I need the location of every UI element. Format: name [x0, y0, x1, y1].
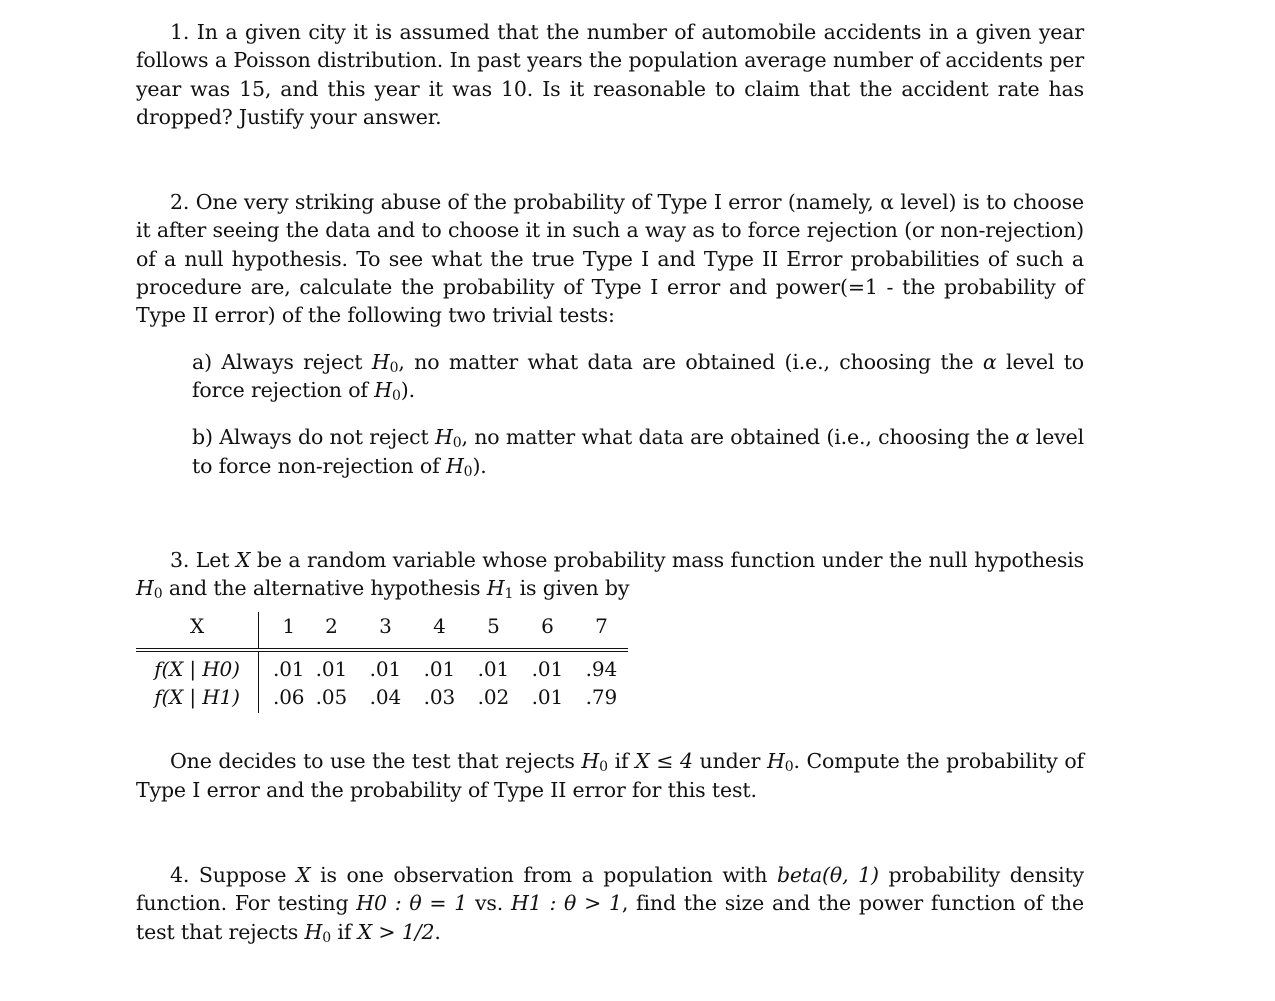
problem-3-intro-a: 3. Let: [170, 547, 236, 572]
problem-3-intro-d: is given by: [513, 576, 630, 601]
item-b-mid2: level to force non-rejection of: [192, 425, 1084, 478]
problem-4-e: vs.: [467, 891, 511, 916]
h1-symbol: $H_1$: [486, 576, 514, 603]
problem-4-a: 4. Suppose: [170, 862, 296, 887]
problem-4-g: if: [331, 919, 358, 944]
problem-2-item-b: [192, 423, 1084, 480]
rejection-condition: X ≤ 4: [635, 749, 693, 774]
pmf-cell: .01: [369, 656, 402, 681]
h0-symbol: $H_0$: [371, 349, 399, 376]
x-symbol: X: [295, 862, 311, 887]
problem-4: [136, 861, 1084, 946]
pmf-col-header: 7: [574, 612, 628, 649]
problem-4-f: , find the size and the power function of the test that rejects: [136, 891, 1084, 944]
pmf-cell: .01: [259, 650, 305, 683]
x-symbol: X: [235, 547, 251, 572]
pmf-row-label: f(X | H0): [154, 656, 240, 681]
pmf-cell: .05: [315, 685, 348, 710]
problem-4-h: .: [434, 919, 441, 944]
h0-symbol: $H_0$: [136, 576, 163, 603]
problem-1: [136, 18, 1084, 131]
item-a-mid2: level to force rejection of: [192, 349, 1084, 402]
pmf-cell: .01: [315, 656, 348, 681]
pmf-table: [136, 612, 628, 713]
followup-a: One decides to use the test that rejects: [170, 749, 582, 774]
pmf-col-header: 3: [358, 612, 412, 649]
null-hypothesis: H0 : θ = 1: [356, 891, 468, 916]
problem-2: [136, 188, 1084, 329]
pmf-row-label: f(X | H1): [154, 685, 240, 710]
pmf-header-label: X: [136, 612, 259, 649]
problem-4-b: is one observation from a population with: [310, 862, 777, 887]
alternative-hypothesis: H1 : θ > 1: [510, 891, 622, 916]
problem-2-text: 2. One very striking abuse of the probability of Type I error (namely, α level) is to choose it after seeing the data and to choose it in such a way as to force rejection (or non-rejection) of a null hypothesis. To see what the true Type I and Type II Error probabilities of such a procedure are, calculate the probability of Type I error and power(=1 - the probability of Type II error) of the following two trivial tests:: [136, 190, 1084, 328]
problem-1-text: 1. In a given city it is assumed that the number of automobile accidents in a given year follows a Poisson distribution. In past years the population average number of accidents per year was 15, and this year it was 10. Is it reasonable to claim that the accident rate has dropped? Justify your answer.: [136, 20, 1084, 129]
pmf-cell: .04: [369, 685, 402, 710]
table-row: [136, 683, 628, 713]
followup-c: under: [692, 749, 767, 774]
problem-3-intro-c: and the alternative hypothesis: [162, 576, 487, 601]
followup-b: if: [607, 749, 636, 774]
problem-2-item-a: [192, 348, 1084, 405]
h0-symbol: $H_0$: [374, 377, 401, 404]
pmf-cell: .03: [423, 685, 456, 710]
pmf-col-header: 6: [520, 612, 574, 649]
pmf-cell: .06: [259, 683, 305, 713]
pmf-col-header: 2: [304, 612, 358, 649]
pmf-table-header-row: [136, 612, 628, 649]
alpha-symbol: α: [982, 349, 997, 374]
item-b-prefix: b) Always do not reject: [192, 425, 435, 450]
problem-3: [136, 546, 1084, 603]
item-b-end: ).: [472, 453, 487, 478]
item-a-prefix: a) Always reject: [192, 349, 372, 374]
pmf-cell: .01: [531, 685, 564, 710]
document-page: [136, 18, 1084, 946]
pmf-col-header: 1: [259, 612, 305, 649]
pmf-table-container: [136, 612, 1084, 713]
alpha-symbol: α: [1015, 425, 1030, 450]
pmf-cell: .01: [423, 656, 456, 681]
problem-3-intro-b: be a random variable whose probability mass function under the null hypothesis: [250, 547, 1084, 572]
problem-3-followup: [136, 747, 1084, 804]
pmf-cell: .02: [477, 685, 510, 710]
pmf-cell: .01: [477, 656, 510, 681]
item-a-mid: , no matter what data are obtained (i.e., choosing the: [398, 349, 983, 374]
pmf-cell: .94: [585, 656, 618, 681]
h0-symbol: $H_0$: [445, 453, 473, 480]
rejection-condition: X > 1/2: [357, 919, 435, 944]
table-row: [136, 650, 628, 683]
h0-symbol: $H_0$: [304, 919, 332, 946]
followup-d: . Compute the probability of Type I error and the probability of Type II error for this test.: [136, 749, 1084, 802]
h0-symbol: $H_0$: [581, 749, 608, 776]
problem-4-d: probability density function. For testing: [136, 862, 1084, 916]
h0-symbol: $H_0$: [434, 425, 462, 452]
pmf-cell: .01: [531, 656, 564, 681]
pmf-col-header: 5: [466, 612, 520, 649]
pmf-col-header: 4: [412, 612, 466, 649]
item-b-mid: , no matter what data are obtained (i.e., choosing the: [461, 425, 1016, 450]
pmf-cell: .79: [585, 685, 618, 710]
item-a-end: ).: [400, 377, 415, 402]
beta-distribution: beta(θ, 1): [776, 862, 879, 887]
h0-symbol: $H_0$: [766, 749, 794, 776]
